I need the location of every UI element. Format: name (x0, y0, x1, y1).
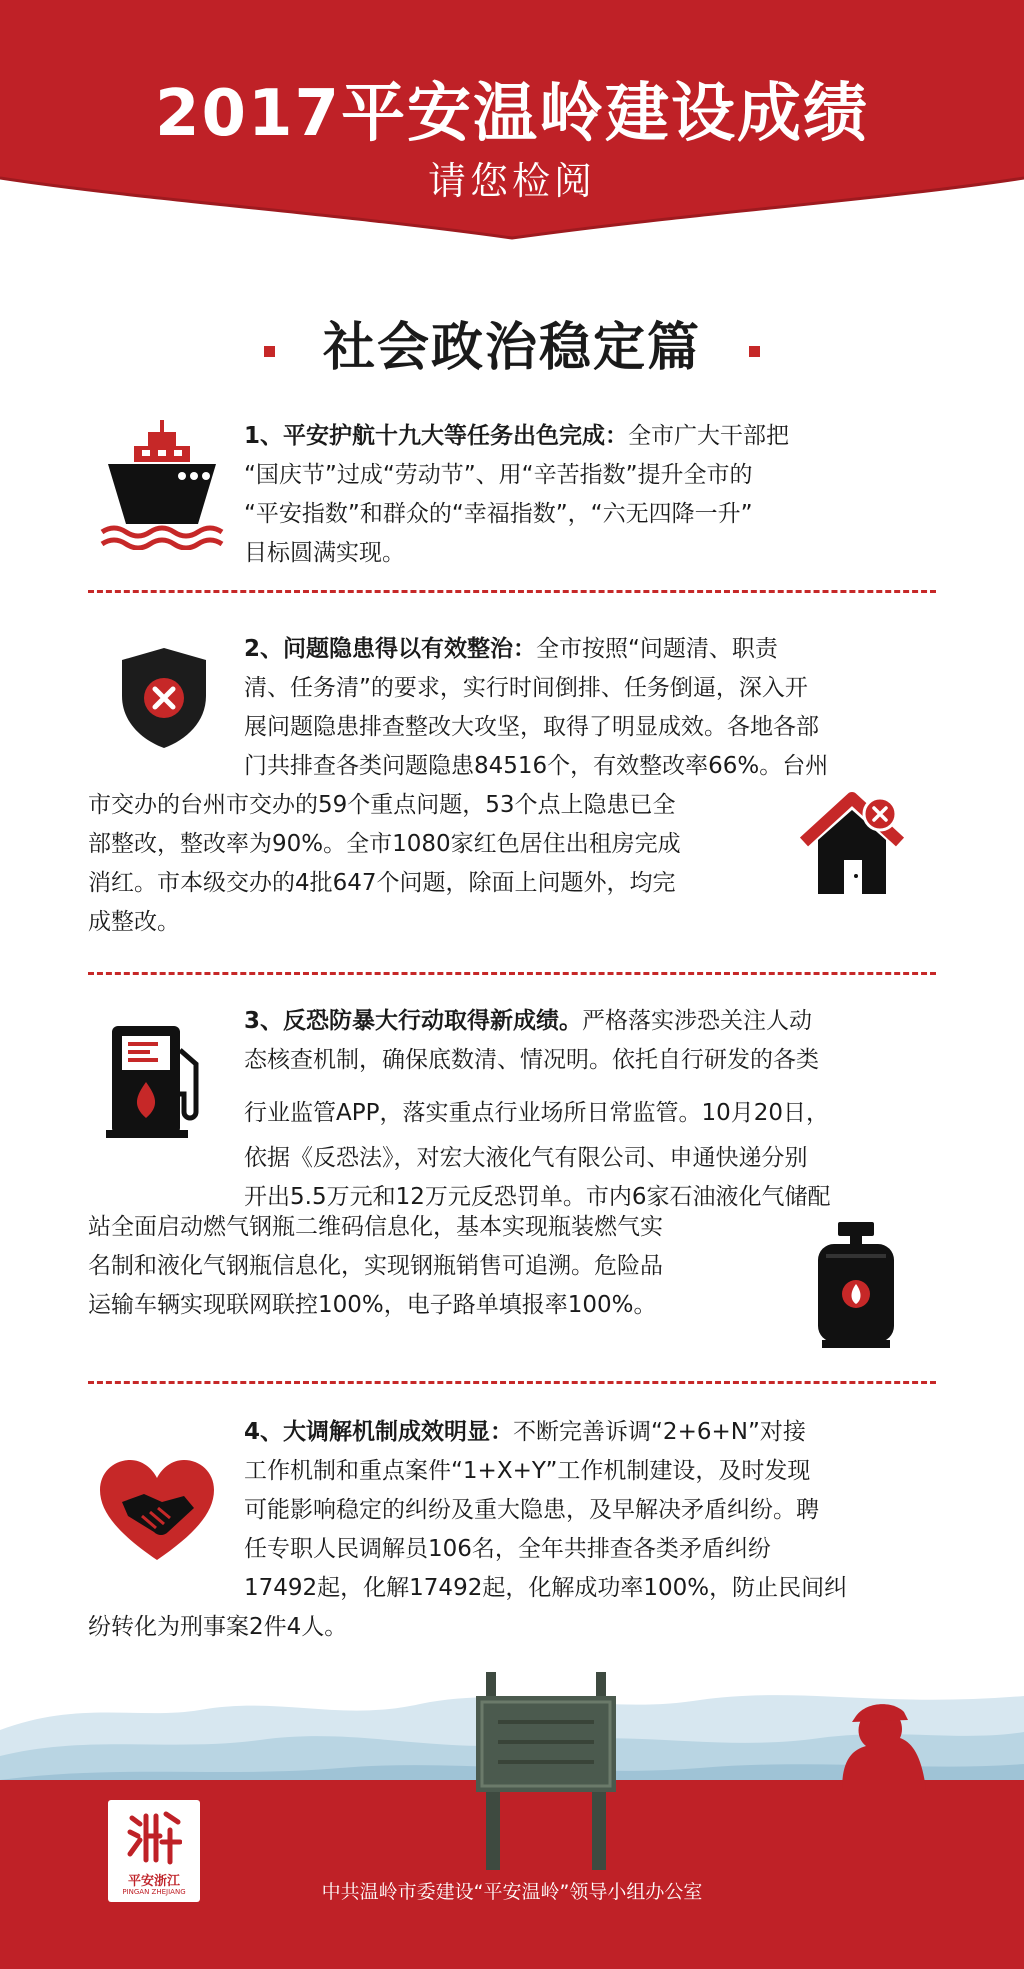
item-3-line: 依据《反恐法》，对宏大液化气有限公司、申通快递分别 (244, 1145, 808, 1171)
gas-cylinder-icon (812, 1222, 900, 1350)
item-3-paragraph-top (244, 1002, 830, 1217)
item-2-line: 门共排查各类问题隐患84516个，有效整改率66%。台州 (244, 753, 829, 779)
section-title (0, 305, 1024, 380)
gas-pump-icon (106, 1020, 208, 1142)
house-x-icon (800, 790, 908, 898)
item-3-line: 运输车辆实现联网联控100%，电子路单填报率100%。 (88, 1292, 657, 1318)
logo-text-en: PINGAN ZHEJIANG (122, 1888, 186, 1896)
square-bullet-icon (749, 346, 760, 357)
item-2-paragraph-top (244, 630, 828, 786)
logo-text-cn: 平安浙江 (127, 1874, 180, 1889)
item-4-line: 不断完善诉调“2+6+N”对接 (513, 1419, 806, 1445)
dashed-divider (88, 1381, 936, 1384)
page-title: 2017平安温岭建设成绩 (154, 77, 870, 151)
item-1-lead: 1、平安护航十九大等任务出色完成： (244, 423, 629, 449)
item-4-paragraph-bottom (88, 1608, 347, 1647)
item-2-line: 部整改，整改率为90%。全市1080家红色居住出租房完成 (88, 831, 681, 857)
item-3-line: 名制和液化气钢瓶信息化，实现钢瓶销售可追溯。危险品 (88, 1253, 663, 1279)
page-subtitle: 请您检阅 (427, 159, 596, 203)
item-2-line: 市交办的台州市交办的59个重点问题，53个点上隐患已全 (88, 792, 676, 818)
item-3-line: 严格落实涉恐关注人动 (582, 1008, 813, 1034)
section-title-text: 社会政治稳定篇 (322, 318, 701, 378)
heart-handshake-icon (98, 1458, 216, 1562)
item-1-line: “国庆节”过成“劳动节”、用“辛苦指数”提升全市的 (244, 462, 753, 488)
shield-x-icon (120, 646, 208, 750)
item-4-line: 可能影响稳定的纠纷及重大隐患，及早解决矛盾纠纷。聘 (244, 1497, 819, 1523)
item-2-line: 成整改。 (88, 909, 180, 935)
item-1-line: 目标圆满实现。 (244, 540, 405, 566)
item-4-line: 纷转化为刑事案2件4人。 (88, 1614, 348, 1640)
item-2-line: 消红。市本级交办的4批647个问题，除面上问题外，均完 (88, 870, 676, 896)
logo-mark-icon (126, 1810, 182, 1866)
item-1-line: 全市广大干部把 (628, 423, 790, 449)
item-1-line: “平安指数”和群众的“幸福指数”，“六无四降一升” (244, 501, 753, 527)
item-3-line: 开出5.5万元和12万元反恐罚单。市内6家石油液化气储配 (244, 1184, 831, 1210)
ship-icon (98, 420, 226, 550)
item-2-line: 展问题隐患排查整改大攻坚，取得了明显成效。各地各部 (244, 714, 819, 740)
item-2-paragraph-bottom (88, 786, 681, 942)
item-4-line: 任专职人民调解员106名，全年共排查各类矛盾纠纷 (244, 1536, 771, 1562)
item-4-paragraph (244, 1413, 847, 1608)
item-4-line: 17492起，化解17492起，化解成功率100%，防止民间纠 (244, 1575, 848, 1601)
square-bullet-icon (264, 346, 275, 357)
dashed-divider (88, 590, 936, 593)
item-3-paragraph-bottom (88, 1208, 663, 1325)
item-4-lead: 4、大调解机制成效明显： (244, 1419, 514, 1445)
dashed-divider (88, 972, 936, 975)
item-3-line: 站全面启动燃气钢瓶二维码信息化，基本实现瓶装燃气实 (88, 1214, 663, 1240)
item-2-line: 全市按照“问题清、职责 (536, 636, 778, 662)
item-2-lead: 2、问题隐患得以有效整治： (244, 636, 537, 662)
item-1-paragraph (244, 417, 789, 573)
item-3-line: 行业监管APP，落实重点行业场所日常监管。10月20日， (244, 1100, 830, 1126)
soldier-silhouette-icon (822, 1700, 932, 1790)
bronze-ding-icon (468, 1672, 624, 1872)
item-3-line: 态核查机制，确保底数清、情况明。依托自行研发的各类 (244, 1047, 819, 1073)
item-4-line: 工作机制和重点案件“1+X+Y”工作机制建设，及时发现 (244, 1458, 811, 1484)
footer-organization: 中共温岭市委建设“平安温岭”领导小组办公室 (321, 1881, 703, 1903)
item-3-lead: 3、反恐防暴大行动取得新成绩。 (244, 1008, 583, 1034)
header-banner (0, 0, 1024, 250)
item-2-line: 清、任务清”的要求，实行时间倒排、任务倒逼，深入开 (244, 675, 808, 701)
